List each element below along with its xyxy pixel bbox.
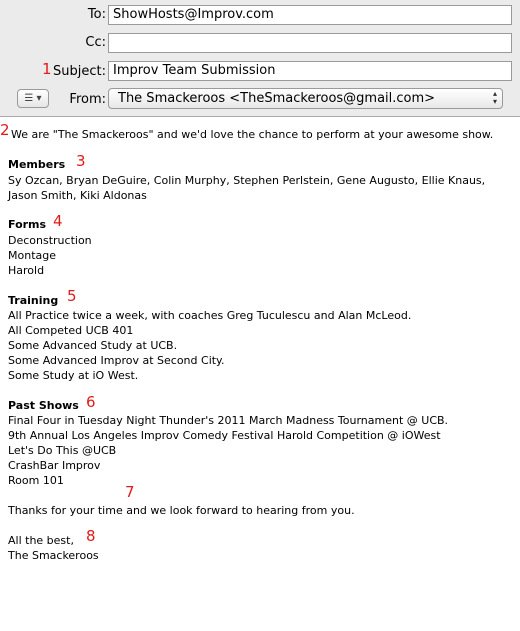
from-label: From: (69, 92, 106, 107)
signature-text: The Smackeroos (8, 549, 99, 562)
list-format-button[interactable]: ☰ ▾ (17, 89, 49, 108)
to-field[interactable]: ShowHosts@Improv.com (108, 5, 512, 25)
signoff-text: All the best, (8, 534, 74, 547)
subject-field[interactable]: Improv Team Submission (108, 61, 512, 81)
past-shows-heading: Past Shows (8, 399, 79, 412)
annotation-marker-8: 8 (86, 527, 96, 545)
annotation-marker-6: 6 (86, 393, 96, 411)
cc-label: Cc: (85, 35, 106, 50)
training-line: All Competed UCB 401 (8, 324, 134, 337)
forms-item: Harold (8, 264, 45, 277)
members-line: Sy Ozcan, Bryan DeGuire, Colin Murphy, Stephen Perlstein, Gene Augusto, Ellie Knaus, (8, 174, 486, 187)
to-label: To: (87, 7, 106, 22)
message-body[interactable] (0, 117, 520, 631)
annotation-marker-2: 2 (0, 121, 10, 139)
members-heading: Members (8, 158, 66, 171)
thanks-text: Thanks for your time and we look forward to hearing from you. (8, 504, 355, 517)
annotation-marker-4: 4 (53, 212, 63, 230)
past-show-item: CrashBar Improv (8, 459, 101, 472)
annotation-marker-1: 1 (42, 60, 52, 78)
forms-item: Deconstruction (8, 234, 92, 247)
annotation-marker-3: 3 (76, 152, 86, 170)
training-line: Some Advanced Study at UCB. (8, 339, 178, 352)
cc-field[interactable] (108, 33, 512, 53)
from-select[interactable] (108, 88, 503, 109)
forms-item: Montage (8, 249, 56, 262)
past-show-item: Room 101 (8, 474, 64, 487)
training-line: Some Advanced Improv at Second City. (8, 354, 225, 367)
intro-text: We are "The Smackeroos" and we'd love the chance to perform at your awesome show. (11, 128, 494, 141)
past-show-item: 9th Annual Los Angeles Improv Comedy Festival Harold Competition @ iOWest (8, 429, 441, 442)
annotation-marker-7: 7 (125, 483, 135, 501)
subject-label: Subject: (53, 64, 106, 79)
training-line: Some Study at iO West. (8, 369, 139, 382)
past-show-item: Let's Do This @UCB (8, 444, 117, 457)
compose-header (0, 0, 520, 117)
from-value: The Smackeroos <TheSmackeroos@gmail.com> (118, 91, 436, 106)
annotation-marker-5: 5 (67, 287, 77, 305)
training-heading: Training (8, 294, 59, 307)
past-show-item: Final Four in Tuesday Night Thunder's 2011 March Madness Tournament @ UCB. (8, 414, 449, 427)
training-line: All Practice twice a week, with coaches Greg Tuculescu and Alan McLeod. (8, 309, 412, 322)
select-arrows-icon: ▴ ▾ (492, 89, 497, 106)
forms-heading: Forms (8, 218, 47, 231)
members-line: Jason Smith, Kiki Aldonas (8, 189, 147, 202)
